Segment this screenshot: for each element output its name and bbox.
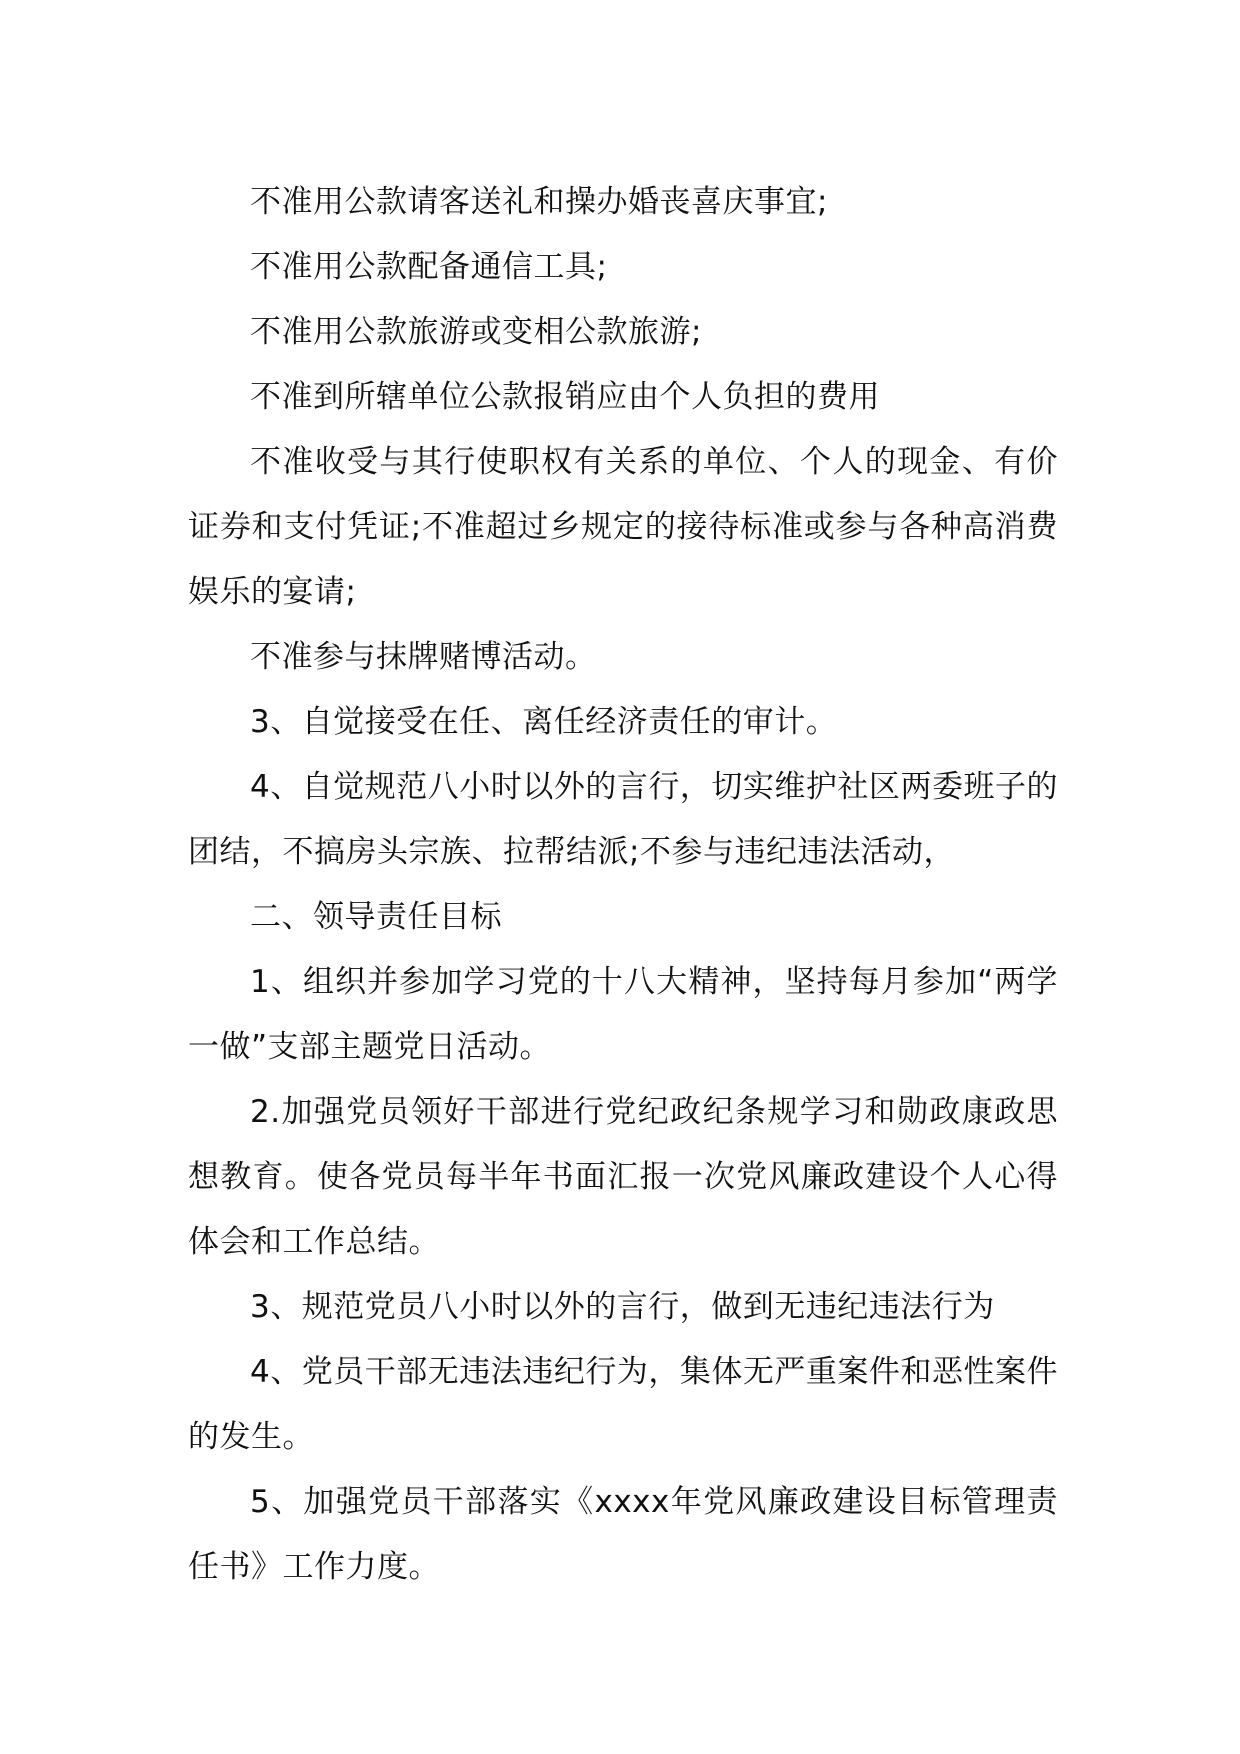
paragraph-7: 3、自觉接受在任、离任经济责任的审计。 <box>250 704 838 740</box>
paragraph-12: 3、规范党员八小时以外的言行，做到无违纪违法行为 <box>250 1289 995 1325</box>
paragraph-8: 4、自觉规范八小时以外的言行，切实维护社区两委班子的团结，不搞房头宗族、拉帮结派;不参与违纪违法活动， <box>188 769 1058 870</box>
paragraph-1: 不准用公款请客送礼和操办婚丧喜庆事宜; <box>250 184 828 220</box>
paragraph-3: 不准用公款旅游或变相公款旅游; <box>250 314 702 350</box>
paragraph-5: 不准收受与其行使职权有关系的单位、个人的现金、有价证券和支付凭证;不准超过乡规定的接待标准或参与各种高消费娱乐的宴请; <box>188 444 1058 610</box>
section-heading: 二、领导责任目标 <box>250 899 502 935</box>
paragraph-2: 不准用公款配备通信工具; <box>250 249 608 285</box>
paragraph-11: 2.加强党员领好干部进行党纪政纪条规学习和勋政康政思想教育。使各党员每半年书面汇报一次党风廉政建设个人心得体会和工作总结。 <box>188 1094 1058 1260</box>
document-body <box>188 170 1058 1600</box>
paragraph-14: 5、加强党员干部落实《xxxx年党风廉政建设目标管理责任书》工作力度。 <box>188 1484 1058 1585</box>
paragraph-6: 不准参与抹牌赌博活动。 <box>250 639 597 675</box>
paragraph-13: 4、党员干部无违法违纪行为，集体无严重案件和恶性案件的发生。 <box>188 1354 1058 1455</box>
paragraph-4: 不准到所辖单位公款报销应由个人负担的费用 <box>250 379 880 415</box>
paragraph-10: 1、组织并参加学习党的十八大精神，坚持每月参加“两学一做”支部主题党日活动。 <box>188 964 1058 1065</box>
